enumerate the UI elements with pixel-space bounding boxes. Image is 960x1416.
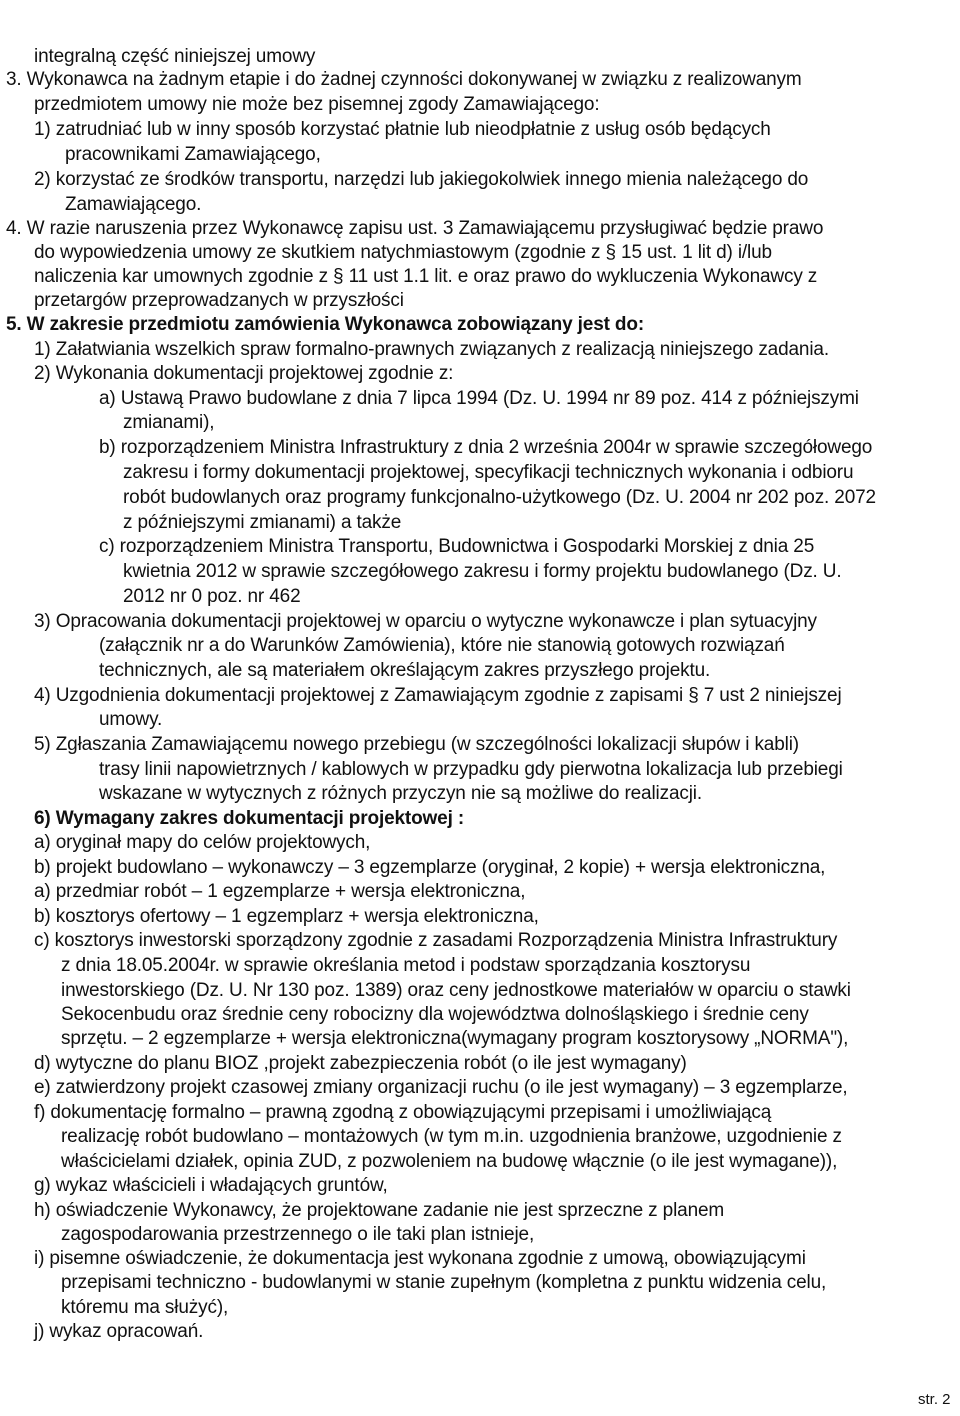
text-line: Sekocenbudu oraz średnie ceny robocizny dla województwa dolnośląskiego i średnie ceny bbox=[61, 1004, 809, 1025]
text-line: 2) korzystać ze środków transportu, narzędzi lub jakiegokolwiek innego mienia należącego do bbox=[34, 169, 809, 190]
text-line: 6) Wymagany zakres dokumentacji projektowej : bbox=[34, 808, 465, 829]
text-line: technicznych, ale są materiałem określającym zakres przyszłego projektu. bbox=[99, 660, 711, 681]
text-line: zagospodarowania przestrzennego o ile taki plan istnieje, bbox=[61, 1224, 535, 1245]
text-line: 1) Załatwiania wszelkich spraw formalno-prawnych związanych z realizacją niniejszego zadania. bbox=[34, 339, 829, 360]
text-line: do wypowiedzenia umowy ze skutkiem natychmiastowym (zgodnie z § 15 ust. 1 lit d) i/lub bbox=[34, 242, 772, 263]
text-line: przepisami techniczno - budowlanymi w stanie zupełnym (kompletna z punktu widzenia celu, bbox=[61, 1272, 827, 1293]
text-line: 5) Zgłaszania Zamawiającemu nowego przebiegu (w szczególności lokalizacji słupów i kabli) bbox=[34, 734, 799, 755]
text-line: przetargów przeprowadzanych w przyszłości bbox=[34, 290, 404, 311]
text-line: 1) zatrudniać lub w inny sposób korzystać płatnie lub nieodpłatnie z usług osób będących bbox=[34, 119, 771, 140]
text-line: 4) Uzgodnienia dokumentacji projektowej z Zamawiającym zgodnie z zapisami § 7 ust 2 niniejszej bbox=[34, 685, 842, 706]
text-line: a) przedmiar robót – 1 egzemplarze + wersja elektroniczna, bbox=[34, 881, 526, 902]
text-line: c) rozporządzeniem Ministra Transportu, Budownictwa i Gospodarki Morskiej z dnia 25 bbox=[99, 536, 815, 557]
text-line: robót budowlanych oraz programy funkcjonalno-użytkowego (Dz. U. 2004 nr 202 poz. 2072 bbox=[123, 487, 876, 508]
text-line: trasy linii napowietrznych / kablowych w przypadku gdy pierwotna lokalizacja lub przebiegi bbox=[99, 759, 843, 780]
text-line: zakresu i formy dokumentacji projektowej, specyfikacji technicznych wykonania i odbioru bbox=[123, 462, 854, 483]
text-line: 3. Wykonawca na żadnym etapie i do żadnej czynności dokonywanej w związku z realizowanym bbox=[6, 69, 802, 90]
text-line: przedmiotem umowy nie może bez pisemnej zgody Zamawiającego: bbox=[34, 94, 600, 115]
text-line: a) oryginał mapy do celów projektowych, bbox=[34, 832, 371, 853]
text-line: któremu ma służyć), bbox=[61, 1297, 229, 1318]
text-line: z późniejszymi zmianami) a także bbox=[123, 512, 402, 533]
text-line: zmianami), bbox=[123, 412, 215, 433]
text-line: 4. W razie naruszenia przez Wykonawcę zapisu ust. 3 Zamawiającemu przysługiwać będzie prawo bbox=[6, 218, 824, 239]
text-line: 3) Opracowania dokumentacji projektowej w oparciu o wytyczne wykonawcze i plan sytuacyjny bbox=[34, 611, 817, 632]
text-line: Zamawiającego. bbox=[65, 194, 202, 215]
text-line: g) wykaz właścicieli i władających gruntów, bbox=[34, 1175, 388, 1196]
text-line: b) kosztorys ofertowy – 1 egzemplarz + wersja elektroniczna, bbox=[34, 906, 539, 927]
page-number: str. 2 bbox=[918, 1391, 951, 1408]
text-line: j) wykaz opracowań. bbox=[34, 1321, 204, 1342]
text-line: b) rozporządzeniem Ministra Infrastruktury z dnia 2 września 2004r w sprawie szczegółowego bbox=[99, 437, 873, 458]
text-line: 2) Wykonania dokumentacji projektowej zgodnie z: bbox=[34, 363, 454, 384]
text-line: (załącznik nr a do Warunków Zamówienia), które nie stanowią gotowych rozwiązań bbox=[99, 635, 785, 656]
text-line: c) kosztorys inwestorski sporządzony zgodnie z zasadami Rozporządzenia Ministra Infrastruktury bbox=[34, 930, 838, 951]
text-line: 5. W zakresie przedmiotu zamówienia Wykonawca zobowiązany jest do: bbox=[6, 314, 645, 335]
text-line: naliczenia kar umownych zgodnie z § 11 ust 1.1 lit. e oraz prawo do wykluczenia Wykonawcy z bbox=[34, 266, 818, 287]
text-line: realizację robót budowlano – montażowych (w tym m.in. uzgodnienia branżowe, uzgodnienie z bbox=[61, 1126, 842, 1147]
text-line: wskazane w wytycznych z różnych przyczyn nie są możliwe do realizacji. bbox=[99, 783, 702, 804]
text-line: 2012 nr 0 poz. nr 462 bbox=[123, 586, 301, 607]
text-line: pracownikami Zamawiającego, bbox=[65, 144, 321, 165]
text-line: właścicielami działek, opinia ZUD, z pozwoleniem na budowę włącznie (o ile jest wymagane)), bbox=[61, 1151, 838, 1172]
text-line: f) dokumentację formalno – prawną zgodną z obowiązującymi przepisami i umożliwiającą bbox=[34, 1102, 772, 1123]
text-line: kwietnia 2012 w sprawie szczegółowego zakresu i formy projektu budowlanego (Dz. U. bbox=[123, 561, 842, 582]
text-line: umowy. bbox=[99, 709, 163, 730]
text-line: b) projekt budowlano – wykonawczy – 3 egzemplarze (oryginał, 2 kopie) + wersja elektroniczna, bbox=[34, 857, 826, 878]
text-line: z dnia 18.05.2004r. w sprawie określania metod i podstaw sporządzania kosztorysu bbox=[61, 955, 751, 976]
text-line: sprzętu. – 2 egzemplarze + wersja elektroniczna(wymagany program kosztorysowy „NORMA"), bbox=[61, 1028, 849, 1049]
text-line: d) wytyczne do planu BIOZ ,projekt zabezpieczenia robót (o ile jest wymagany) bbox=[34, 1053, 687, 1074]
text-line: a) Ustawą Prawo budowlane z dnia 7 lipca 1994 (Dz. U. 1994 nr 89 poz. 414 z późniejszymi bbox=[99, 388, 859, 409]
text-line: integralną część niniejszej umowy bbox=[34, 46, 316, 67]
text-line: h) oświadczenie Wykonawcy, że projektowane zadanie nie jest sprzeczne z planem bbox=[34, 1200, 725, 1221]
text-line: i) pisemne oświadczenie, że dokumentacja jest wykonana zgodnie z umową, obowiązującymi bbox=[34, 1248, 806, 1269]
text-line: e) zatwierdzony projekt czasowej zmiany organizacji ruchu (o ile jest wymagany) – 3 egzemplarze, bbox=[34, 1077, 848, 1098]
text-line: inwestorskiego (Dz. U. Nr 130 poz. 1389) oraz ceny jednostkowe materiałów w oparciu o stawki bbox=[61, 980, 851, 1001]
